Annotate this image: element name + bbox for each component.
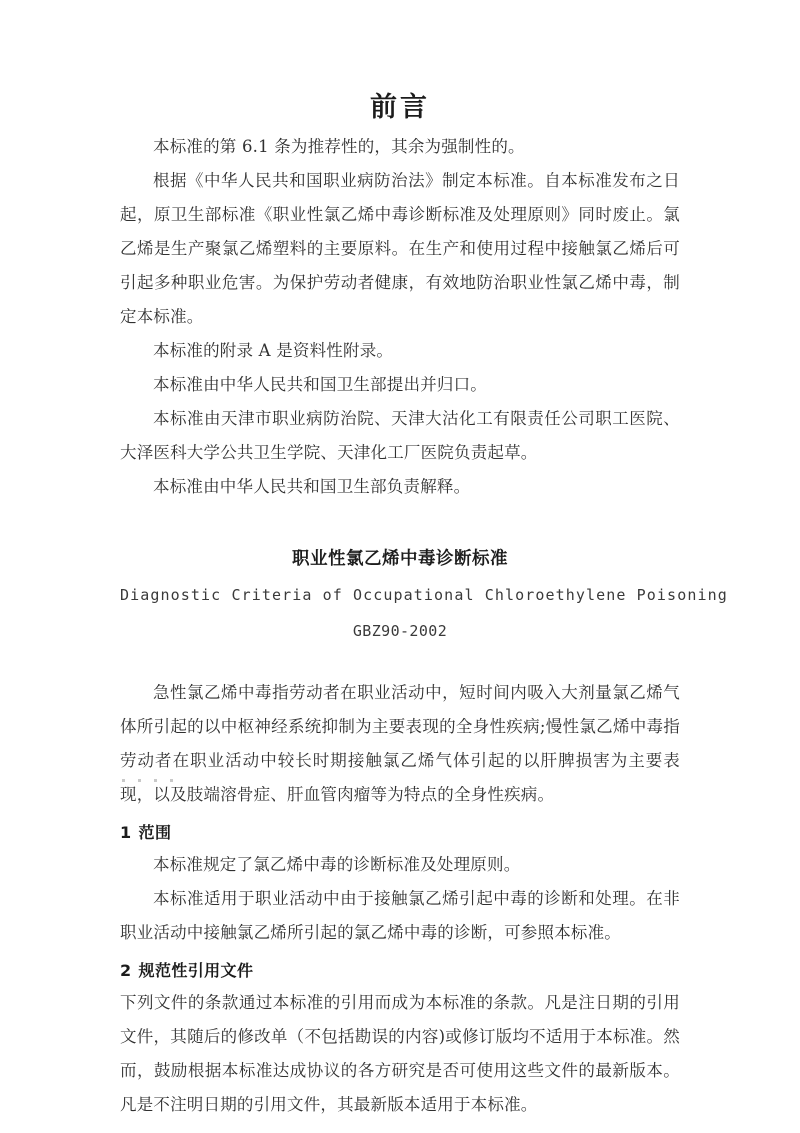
section-heading-1 [120,818,680,848]
foreword-paragraph-5: 本标准由天津市职业病防治院、天津大沽化工有限责任公司职工医院、大泽医科大学公共卫生学院、天津化工厂医院负责起草。 [120,409,680,463]
section-number-2: 2 [120,961,132,981]
foreword-paragraph-6: 本标准由中华人民共和国卫生部负责解释。 [153,477,471,497]
section-2-paragraph-1: 下列文件的条款通过本标准的引用而成为本标准的条款。凡是注日期的引用文件，其随后的修改单（不包括勘误的内容)或修订版均不适用于本标准。然而，鼓励根据本标准达成协议的各方研究是否可使用这些文件的最新版本。凡是不注明日期的引用文件，其最新版本适用于本标准。 [120,993,680,1115]
section-title-2: 规范性引用文件 [138,961,254,981]
section-1-paragraph-2: 本标准适用于职业活动中由于接触氯乙烯引起中毒的诊断和处理。在非职业活动中接触氯乙烯所引起的氯乙烯中毒的诊断，可参照本标准。 [120,889,680,943]
foreword-paragraph-1: 本标准的第 6.1 条为推荐性的，其余为强制性的。 [153,137,525,157]
spacer [120,646,680,676]
page-title: 前言 [370,92,430,123]
text-frame [120,0,728,1122]
definition-paragraph: 急性氯乙烯中毒指劳动者在职业活动中，短时间内吸入大剂量氯乙烯气体所引起的以中枢神经系统抑制为主要表现的全身性疾病;慢性氯乙烯中毒指劳动者在职业活动中较长时期接触氯乙烯气体引起的以肝脾损害为主要表现，以及肢端溶骨症、肝血管肉瘤等为特点的全身性疾病。 [120,683,680,805]
foreword-paragraph-4: 本标准由中华人民共和国卫生部提出并归口。 [153,375,487,395]
spacer [120,504,680,544]
foreword-paragraph-2: 根据《中华人民共和国职业病防治法》制定本标准。自本标准发布之日起，原卫生部标准《职业性氯乙烯中毒诊断标准及处理原则》同时废止。氯乙烯是生产聚氯乙烯塑料的主要原料。在生产和使用过程中接触氯乙烯后可引起多种职业危害。为保护劳动者健康，有效地防治职业性氯乙烯中毒，制定本标准。 [120,171,680,327]
foreword-paragraph-3: 本标准的附录 A 是资料性附录。 [153,341,394,361]
section-heading-2 [120,956,680,986]
section-title-1: 范围 [138,823,172,843]
section-1-paragraph-1: 本标准规定了氯乙烯中毒的诊断标准及处理原则。 [153,855,521,875]
standard-title-english: Diagnostic Criteria of Occupational Chloroethylene Poisoning [120,586,728,605]
standard-title-chinese: 职业性氯乙烯中毒诊断标准 [292,549,508,570]
standard-code: GBZ90-2002 [352,622,448,641]
section-number-1: 1 [120,823,132,843]
